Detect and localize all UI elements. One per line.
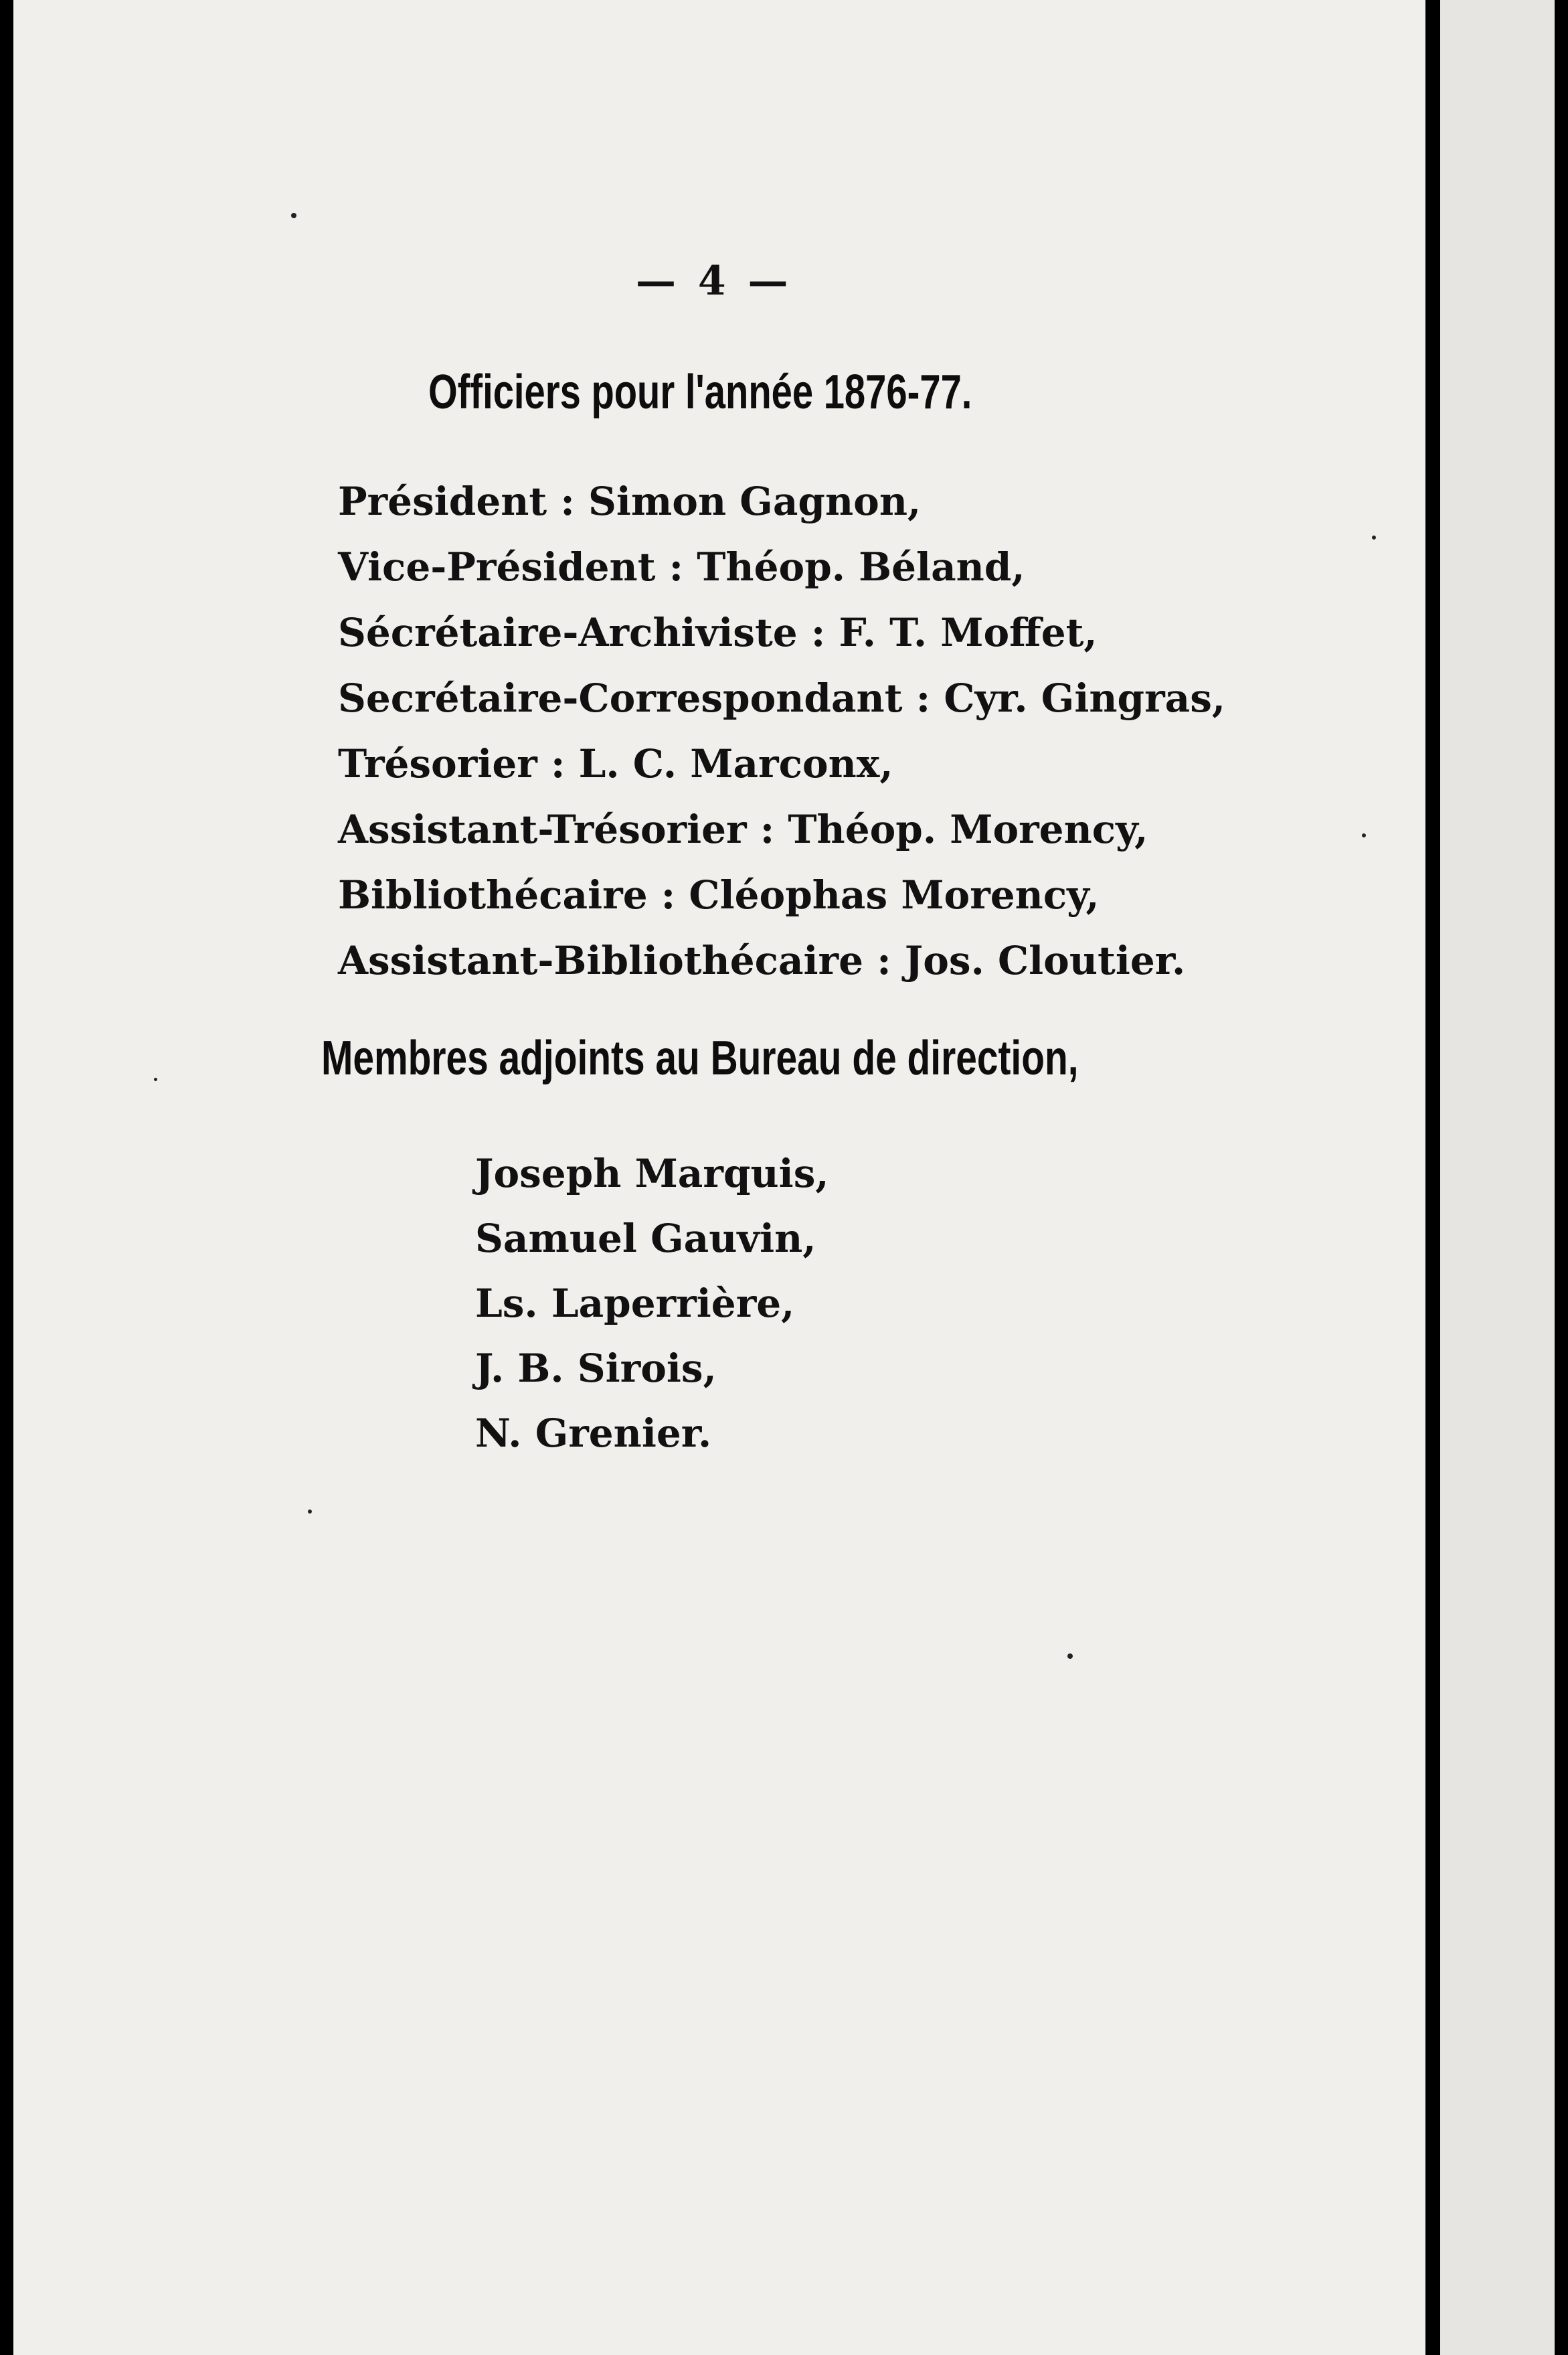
ink-speck [1372, 536, 1376, 540]
ink-speck [154, 1078, 157, 1081]
officer-entry: Assistant-Trésorier : Théop. Morency, [338, 807, 1148, 852]
officer-entry: Vice-Président : Théop. Béland, [338, 544, 1025, 590]
document-page [13, 0, 1425, 2355]
members-list [475, 1141, 829, 1466]
ink-speck [308, 1510, 312, 1514]
adjacent-page-edge [1440, 0, 1555, 2355]
officer-entry: Sécrétaire-Archiviste : F. T. Moffet, [338, 610, 1098, 655]
officer-entry: Assistant-Bibliothécaire : Jos. Cloutier. [338, 938, 1186, 983]
officer-entry: Bibliothécaire : Cléophas Morency, [338, 872, 1100, 918]
officers-heading: Officiers pour l'année 1876-77. [428, 366, 972, 419]
ink-speck [291, 213, 296, 218]
member-entry: J. B. Sirois, [475, 1346, 717, 1391]
page-number: — 4 — [636, 258, 792, 305]
officer-entry: Président : Simon Gagnon, [338, 479, 922, 524]
ink-speck [1067, 1653, 1073, 1659]
members-heading: Membres adjoints au Bureau de direction, [321, 1032, 1079, 1085]
member-entry: Ls. Laperrière, [475, 1281, 795, 1326]
member-entry: Joseph Marquis, [475, 1151, 829, 1196]
member-entry: Samuel Gauvin, [475, 1216, 816, 1261]
ink-speck [1362, 833, 1366, 837]
officers-list [338, 469, 1225, 993]
officer-entry: Secrétaire-Correspondant : Cyr. Gingras, [338, 675, 1226, 721]
member-entry: N. Grenier. [475, 1410, 712, 1456]
officer-entry: Trésorier : L. C. Marconx, [338, 741, 893, 787]
